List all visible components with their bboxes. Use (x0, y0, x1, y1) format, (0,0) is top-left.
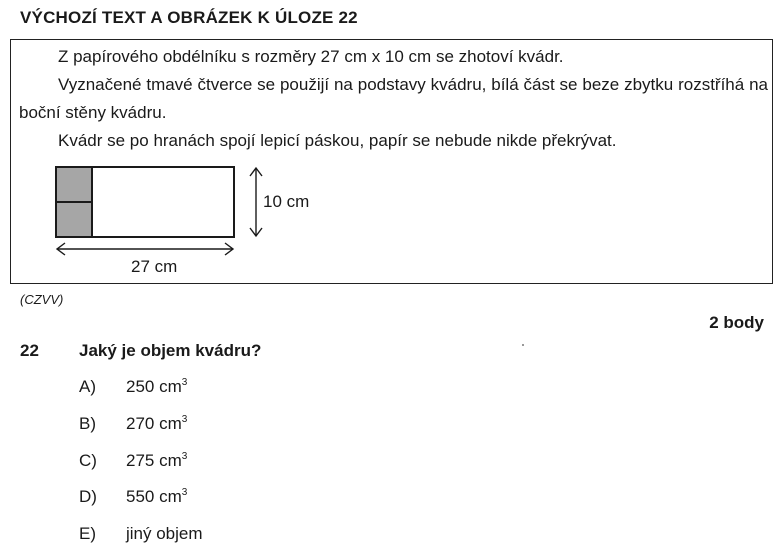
option-exponent: 3 (181, 414, 188, 425)
shaded-square-bottom (56, 202, 92, 237)
option-value: 275 cm (126, 451, 182, 470)
option-value: 250 cm (126, 377, 182, 396)
option-letter: B) (79, 414, 96, 433)
answer-option-c[interactable] (79, 451, 187, 471)
option-value: jiný objem (126, 524, 203, 543)
answer-option-b[interactable] (79, 414, 187, 434)
stray-dot (522, 344, 524, 346)
width-dimension-arrow (57, 243, 233, 255)
paper-rectangle-figure (51, 162, 341, 282)
answer-option-a[interactable] (79, 377, 187, 397)
intro-text-box (10, 39, 773, 284)
source-note: (CZVV) (20, 292, 64, 307)
option-letter: A) (79, 377, 96, 396)
question-text: Jaký je objem kvádru? (79, 341, 262, 360)
intro-paragraph-1: Z papírového obdélníku s rozměry 27 cm x 10 cm se zhotoví kvádr. (58, 47, 564, 66)
intro-paragraph-2: Vyznačené tmavé čtverce se použijí na podstavy kvádru, bílá část se beze zbytku rozstříhá na boční stěny kvádru. (19, 75, 768, 122)
shaded-square-top (56, 167, 92, 202)
option-letter: D) (79, 487, 97, 506)
option-value: 270 cm (126, 414, 182, 433)
option-exponent: 3 (181, 451, 188, 462)
answer-option-e[interactable] (79, 524, 203, 544)
figure-drawing (51, 162, 341, 282)
section-title: VÝCHOZÍ TEXT A OBRÁZEK K ÚLOZE 22 (20, 8, 358, 27)
intro-paragraph-3: Kvádr se po hranách spojí lepicí páskou, papír se nebude nikde překrývat. (58, 131, 617, 150)
option-letter: C) (79, 451, 97, 470)
width-label: 27 cm (131, 257, 178, 276)
answer-option-d[interactable] (79, 487, 187, 507)
option-value: 550 cm (126, 487, 182, 506)
question-number: 22 (20, 341, 39, 360)
height-label: 10 cm (263, 192, 310, 211)
option-exponent: 3 (181, 487, 188, 498)
option-letter: E) (79, 524, 96, 543)
points-label: 2 body (709, 313, 764, 332)
option-exponent: 3 (181, 377, 188, 388)
height-dimension-arrow (250, 168, 262, 236)
